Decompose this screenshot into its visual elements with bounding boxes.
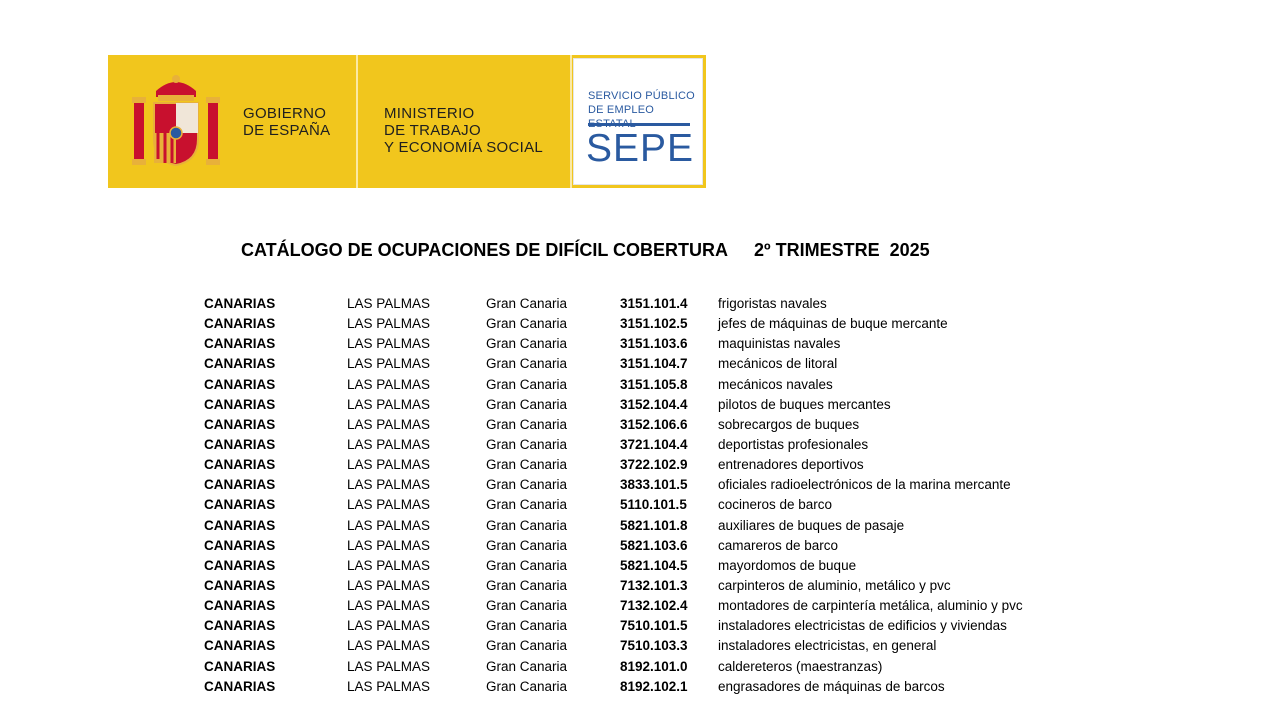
island-cell: Gran Canaria — [486, 336, 568, 352]
code-cell: 3151.101.4 — [620, 296, 688, 311]
sepe-subtitle-line-1: SERVICIO PÚBLICO — [588, 90, 695, 102]
description-cell: mecánicos de litoral — [718, 356, 838, 372]
table-row — [0, 556, 1280, 576]
province-cell: LAS PALMAS — [347, 557, 431, 573]
province-cell: LAS PALMAS — [347, 457, 431, 473]
code-cell: 3151.103.6 — [620, 336, 688, 352]
province-cell: LAS PALMAS — [347, 577, 431, 593]
region-cell: CANARIAS — [204, 316, 276, 332]
ministerio-line-1: MINISTERIO — [384, 105, 475, 122]
description-cell: camareros de barco — [718, 537, 839, 553]
table-row — [0, 657, 1280, 677]
region-cell: CANARIAS — [204, 457, 276, 473]
island-cell: Gran Canaria — [486, 457, 568, 473]
island-cell: Gran Canaria — [486, 316, 568, 332]
province-cell: LAS PALMAS — [347, 416, 431, 432]
sepe-subtitle-line-2: DE EMPLEO — [588, 104, 654, 116]
island-cell: Gran Canaria — [486, 376, 568, 392]
table-row — [0, 495, 1280, 515]
description-cell: sobrecargos de buques — [718, 416, 860, 432]
region-cell: CANARIAS — [204, 436, 276, 452]
ministerio-text — [384, 105, 543, 156]
region-cell: CANARIAS — [204, 497, 276, 513]
province-cell: LAS PALMAS — [347, 336, 431, 352]
island-cell: Gran Canaria — [486, 296, 568, 311]
table-row — [0, 314, 1280, 334]
code-cell: 3152.106.6 — [620, 416, 688, 432]
region-cell: CANARIAS — [204, 577, 276, 593]
island-cell: Gran Canaria — [486, 638, 568, 654]
title-main: CATÁLOGO DE OCUPACIONES DE DIFÍCIL COBERTURA — [241, 240, 729, 260]
coat-of-arms-icon — [130, 71, 222, 171]
code-cell: 5821.101.8 — [620, 517, 688, 533]
page-title — [241, 240, 930, 261]
province-cell: LAS PALMAS — [347, 678, 431, 694]
island-cell: Gran Canaria — [486, 598, 568, 614]
banner-divider — [356, 55, 358, 188]
island-cell: Gran Canaria — [486, 477, 568, 493]
province-cell: LAS PALMAS — [347, 658, 431, 674]
province-cell: LAS PALMAS — [347, 316, 431, 332]
description-cell: mecánicos navales — [718, 376, 833, 392]
code-cell: 3151.102.5 — [620, 316, 688, 332]
province-cell: LAS PALMAS — [347, 537, 431, 553]
province-cell: LAS PALMAS — [347, 376, 431, 392]
table-row — [0, 516, 1280, 536]
island-cell: Gran Canaria — [486, 517, 568, 533]
island-cell: Gran Canaria — [486, 497, 568, 513]
region-cell: CANARIAS — [204, 557, 276, 573]
code-cell: 7510.101.5 — [620, 618, 688, 634]
description-cell: entrenadores deportivos — [718, 457, 864, 473]
table-row — [0, 636, 1280, 656]
occupation-list — [0, 294, 1280, 697]
code-cell: 3833.101.5 — [620, 477, 688, 493]
island-cell: Gran Canaria — [486, 396, 568, 412]
ministerio-line-2: DE TRABAJO — [384, 122, 481, 139]
province-cell: LAS PALMAS — [347, 396, 431, 412]
island-cell: Gran Canaria — [486, 557, 568, 573]
island-cell: Gran Canaria — [486, 416, 568, 432]
island-cell: Gran Canaria — [486, 658, 568, 674]
code-cell: 3151.105.8 — [620, 376, 688, 392]
description-cell: frigoristas navales — [718, 296, 827, 311]
region-cell: CANARIAS — [204, 598, 276, 614]
description-cell: caldereteros (maestranzas) — [718, 658, 883, 674]
island-cell: Gran Canaria — [486, 537, 568, 553]
region-cell: CANARIAS — [204, 477, 276, 493]
description-cell: maquinistas navales — [718, 336, 841, 352]
description-cell: mayordomos de buque — [718, 557, 857, 573]
province-cell: LAS PALMAS — [347, 638, 431, 654]
region-cell: CANARIAS — [204, 356, 276, 372]
code-cell: 7510.103.3 — [620, 638, 688, 654]
code-cell: 8192.101.0 — [620, 658, 688, 674]
province-cell: LAS PALMAS — [347, 477, 431, 493]
code-cell: 3722.102.9 — [620, 457, 688, 473]
table-row — [0, 576, 1280, 596]
table-row — [0, 334, 1280, 354]
region-cell: CANARIAS — [204, 396, 276, 412]
region-cell: CANARIAS — [204, 537, 276, 553]
region-cell: CANARIAS — [204, 618, 276, 634]
description-cell: pilotos de buques mercantes — [718, 396, 891, 412]
table-row — [0, 475, 1280, 495]
sepe-rule — [588, 123, 690, 126]
gobierno-text — [243, 105, 330, 139]
description-cell: cocineros de barco — [718, 497, 833, 513]
region-cell: CANARIAS — [204, 296, 276, 311]
table-row — [0, 354, 1280, 374]
table-row — [0, 395, 1280, 415]
region-cell: CANARIAS — [204, 517, 276, 533]
description-cell: instaladores electricistas, en general — [718, 638, 937, 654]
description-cell: montadores de carpintería metálica, aluminio y pvc — [718, 598, 1023, 614]
code-cell: 8192.102.1 — [620, 678, 688, 694]
description-cell: auxiliares de buques de pasaje — [718, 517, 905, 533]
ministerio-line-3: Y ECONOMÍA SOCIAL — [384, 139, 544, 156]
code-cell: 7132.102.4 — [620, 598, 688, 614]
region-cell: CANARIAS — [204, 658, 276, 674]
code-cell: 3152.104.4 — [620, 396, 688, 412]
province-cell: LAS PALMAS — [347, 436, 431, 452]
code-cell: 5110.101.5 — [620, 497, 687, 513]
gobierno-line-1: GOBIERNO — [243, 105, 327, 122]
province-cell: LAS PALMAS — [347, 517, 431, 533]
table-row — [0, 616, 1280, 636]
province-cell: LAS PALMAS — [347, 296, 431, 311]
island-cell: Gran Canaria — [486, 678, 568, 694]
region-cell: CANARIAS — [204, 416, 276, 432]
region-cell: CANARIAS — [204, 376, 276, 392]
table-row — [0, 596, 1280, 616]
code-cell: 5821.104.5 — [620, 557, 688, 573]
sepe-logo — [573, 58, 703, 185]
table-row — [0, 536, 1280, 556]
description-cell: oficiales radioelectrónicos de la marina mercante — [718, 477, 1011, 493]
table-row — [0, 435, 1280, 455]
banner-divider — [570, 55, 572, 188]
code-cell: 3151.104.7 — [620, 356, 688, 372]
province-cell: LAS PALMAS — [347, 598, 431, 614]
code-cell: 7132.101.3 — [620, 577, 688, 593]
table-row — [0, 415, 1280, 435]
island-cell: Gran Canaria — [486, 618, 568, 634]
island-cell: Gran Canaria — [486, 577, 568, 593]
gobierno-line-2: DE ESPAÑA — [243, 122, 331, 139]
region-cell: CANARIAS — [204, 638, 276, 654]
island-cell: Gran Canaria — [486, 356, 568, 372]
region-cell: CANARIAS — [204, 678, 276, 694]
sepe-wordmark: SEPE — [586, 127, 695, 170]
island-cell: Gran Canaria — [486, 436, 568, 452]
province-cell: LAS PALMAS — [347, 356, 431, 372]
description-cell: jefes de máquinas de buque mercante — [718, 316, 948, 332]
description-cell: carpinteros de aluminio, metálico y pvc — [718, 577, 951, 593]
table-row — [0, 294, 1280, 314]
description-cell: engrasadores de máquinas de barcos — [718, 678, 945, 694]
code-cell: 5821.103.6 — [620, 537, 688, 553]
table-row — [0, 677, 1280, 697]
province-cell: LAS PALMAS — [347, 497, 431, 513]
description-cell: deportistas profesionales — [718, 436, 869, 452]
title-period: 2º TRIMESTRE 2025 — [754, 240, 930, 260]
province-cell: LAS PALMAS — [347, 618, 431, 634]
table-row — [0, 375, 1280, 395]
header-banner — [108, 55, 706, 188]
table-row — [0, 455, 1280, 475]
region-cell: CANARIAS — [204, 336, 276, 352]
code-cell: 3721.104.4 — [620, 436, 688, 452]
description-cell: instaladores electricistas de edificios y viviendas — [718, 618, 1007, 634]
